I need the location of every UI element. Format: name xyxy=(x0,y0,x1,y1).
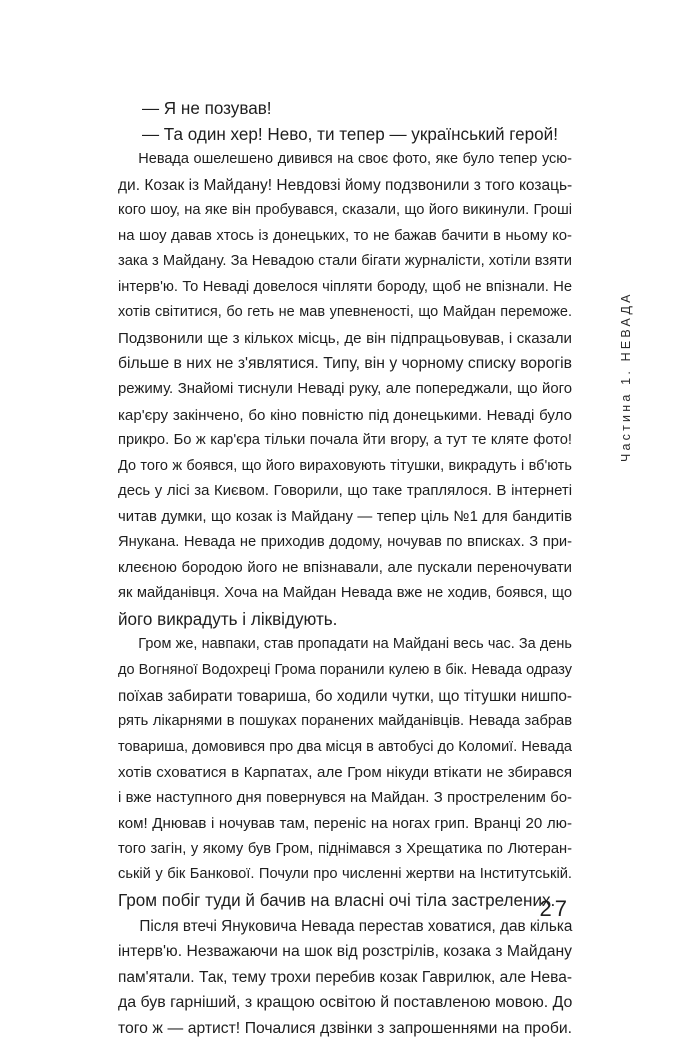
text-line: до Вогняної Водохреці Грома поранили кулею в бік. Невада одразу xyxy=(118,662,572,679)
text-line: поїхав забирати товариша, бо ходили чутки, що тітушки нишпо- xyxy=(118,687,572,705)
text-line: десь у лісі за Києвом. Говорили, що таке траплялося. В інтернеті xyxy=(118,483,572,500)
text-line: як майданівця. Хоча на Майдан Невада вже не ходив, боявся, що xyxy=(118,585,572,602)
text-line: да був гарніший, з кращою освітою й поставленою мовою. До xyxy=(118,994,573,1012)
body-text xyxy=(118,96,572,1041)
text-line: Невада ошелешено дивився на своє фото, яке було тепер усю- xyxy=(138,151,572,168)
text-line: кого шоу, на яке він пробувався, сказали, що його викинули. Гроші xyxy=(118,202,572,219)
text-line: його викрадуть і ліквідують. xyxy=(118,609,338,629)
text-line: кар'єру закінчено, бо кіно повністю під донецькими. Неваді було xyxy=(118,406,572,424)
page-number: 27 xyxy=(539,896,570,921)
running-head-text: Частина 1. НЕВАДА xyxy=(619,291,633,462)
text-line: ській у бік Банкової. Почули про численні жертви на Інститутській. xyxy=(118,866,572,883)
text-line: Подзвонили ще з кількох місць, де він підпрацьовував, і сказали xyxy=(118,329,572,347)
text-line: товариша, домовився про два місця в автобусі до Коломиї. Невада xyxy=(118,738,572,755)
text-line: прикро. Бо ж кар'єра тільки почала йти вгору, а тут те кляте фото! xyxy=(118,432,572,449)
text-line: хотів сховатися в Карпатах, але Гром нікуди втікати не збирався xyxy=(118,764,572,782)
text-line: ди. Козак із Майдану! Невдовзі йому подзвонили з того козаць- xyxy=(118,176,573,194)
text-line: більше в них не з'являтися. Типу, він у чорному списку ворогів xyxy=(118,355,572,373)
text-line: і вже наступного дня повернувся на Майдан. З простреленим бо- xyxy=(118,789,572,806)
text-line: Янукана. Невада не приходив додому, ночував по вписках. З при- xyxy=(118,534,572,551)
text-line: на шоу давав хтось із донецьких, то не бажав бачити в ньому ко- xyxy=(118,227,572,244)
text-line: хотів світитися, бо геть не мав упевненості, що Майдан переможе. xyxy=(118,304,572,321)
text-line: — Та один хер! Нево, ти тепер — український герой! xyxy=(141,124,558,144)
text-line: інтерв'ю. Незважаючи на шок від розстрілів, козака з Майдану xyxy=(118,943,572,961)
text-line: Гром побіг туди й бачив на власні очі тіла застрелених. xyxy=(118,890,556,910)
text-line: Після втечі Януковича Невада перестав ховатися, дав кілька xyxy=(139,917,573,935)
text-line: режиму. Знайомі тиснули Неваді руку, але попереджали, що його xyxy=(118,381,572,398)
text-line: Гром же, навпаки, став пропадати на Майдані весь час. За день xyxy=(138,636,572,653)
text-line: До того ж боявся, що його вираховують тітушки, викрадуть і вб'ють xyxy=(118,457,572,474)
text-line: інтерв'ю. То Неваді довелося чіпляти бороду, щоб не впізнали. Не xyxy=(118,278,572,295)
text-line: того ж — артист! Почалися дзвінки з запрошеннями на проби. xyxy=(118,1019,572,1037)
text-line: клеєною бородою його не впізнавали, але пускали переночувати xyxy=(118,559,572,576)
text-line: ком! Днював і ночував там, переніс на ногах грип. Вранці 20 лю- xyxy=(118,815,572,833)
text-line: — Я не позував! xyxy=(141,99,272,118)
text-line: рять лікарнями в пошуках поранених майданівців. Невада забрав xyxy=(118,713,572,730)
text-line: зака з Майдану. За Невадою стали бігати журналісти, хотіли взяти xyxy=(118,253,572,270)
text-line: того загін, у якому був Гром, піднімався з Хрещатика по Лютеран- xyxy=(118,840,572,857)
text-line: читав думки, що козак із Майдану — тепер ціль №1 для бандитів xyxy=(118,508,572,525)
text-line: пам'ятали. Так, тему трохи перебив козак Гаврилюк, але Нева- xyxy=(118,968,572,986)
